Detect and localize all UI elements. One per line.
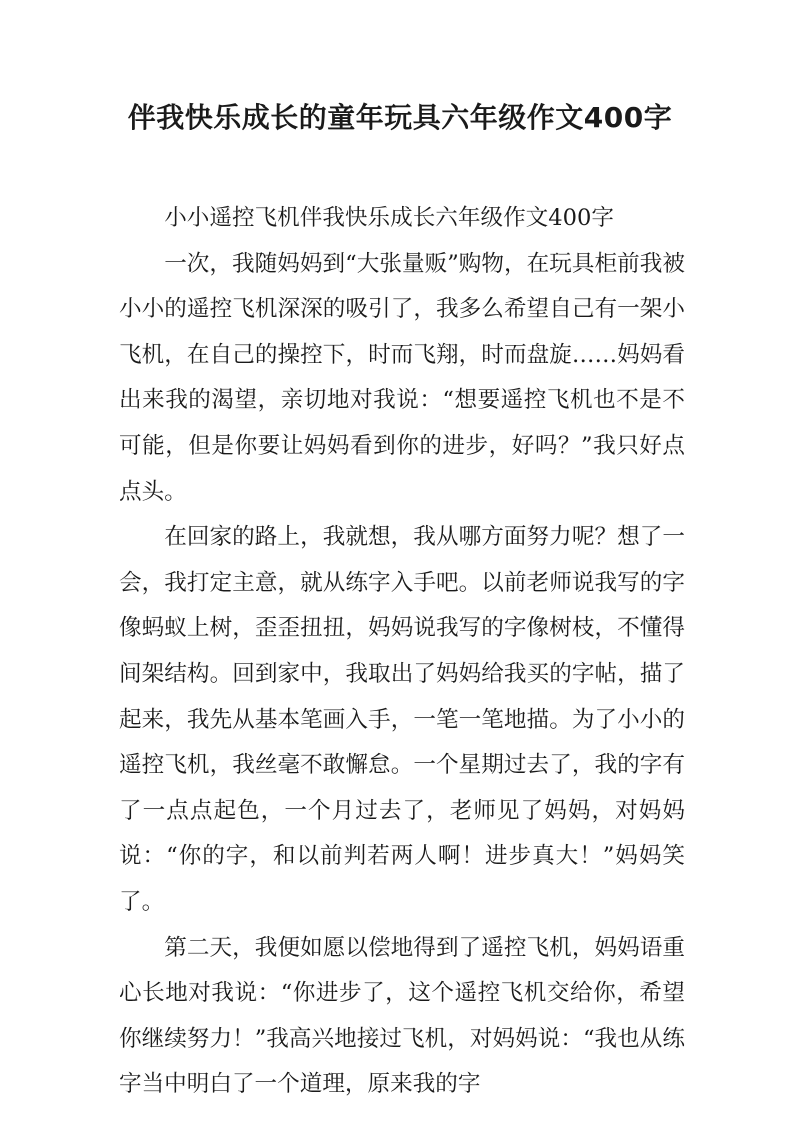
document-body xyxy=(119,196,685,1108)
paragraph: 一次，我随妈妈到“大张量贩”购物，在玩具柜前我被小小的遥控飞机深深的吸引了，我多么希望自己有一架小飞机，在自己的操控下，时而飞翔，时而盘旋……妈妈看出来我的渴望，亲切地对我说：“想要遥控飞机也不是不可能，但是你要让妈妈看到你的进步，好吗？”我只好点点头。 xyxy=(119,250,685,505)
paragraph: 第二天，我便如愿以偿地得到了遥控飞机，妈妈语重心长地对我说：“你进步了，这个遥控飞机交给你，希望你继续努力！”我高兴地接过飞机，对妈妈说：“我也从练字当中明白了一个道理，原来我的字 xyxy=(119,934,685,1098)
document-title: 伴我快乐成长的童年玩具六年级作文400字 xyxy=(127,101,673,134)
paragraph: 在回家的路上，我就想，我从哪方面努力呢？想了一会，我打定主意，就从练字入手吧。以前老师说我写的字像蚂蚁上树，歪歪扭扭，妈妈说我写的字像树枝，不懂得间架结构。回到家中，我取出了妈妈给我买的字帖，描了起来，我先从基本笔画入手，一笔一笔地描。为了小小的遥控飞机，我丝毫不敢懈怠。一个星期过去了，我的字有了一点点起色，一个月过去了，老师见了妈妈，对妈妈说：“你的字，和以前判若两人啊！进步真大！”妈妈笑了。 xyxy=(119,524,685,915)
paragraph-subtitle: 小小遥控飞机伴我快乐成长六年级作文400字 xyxy=(164,205,614,231)
